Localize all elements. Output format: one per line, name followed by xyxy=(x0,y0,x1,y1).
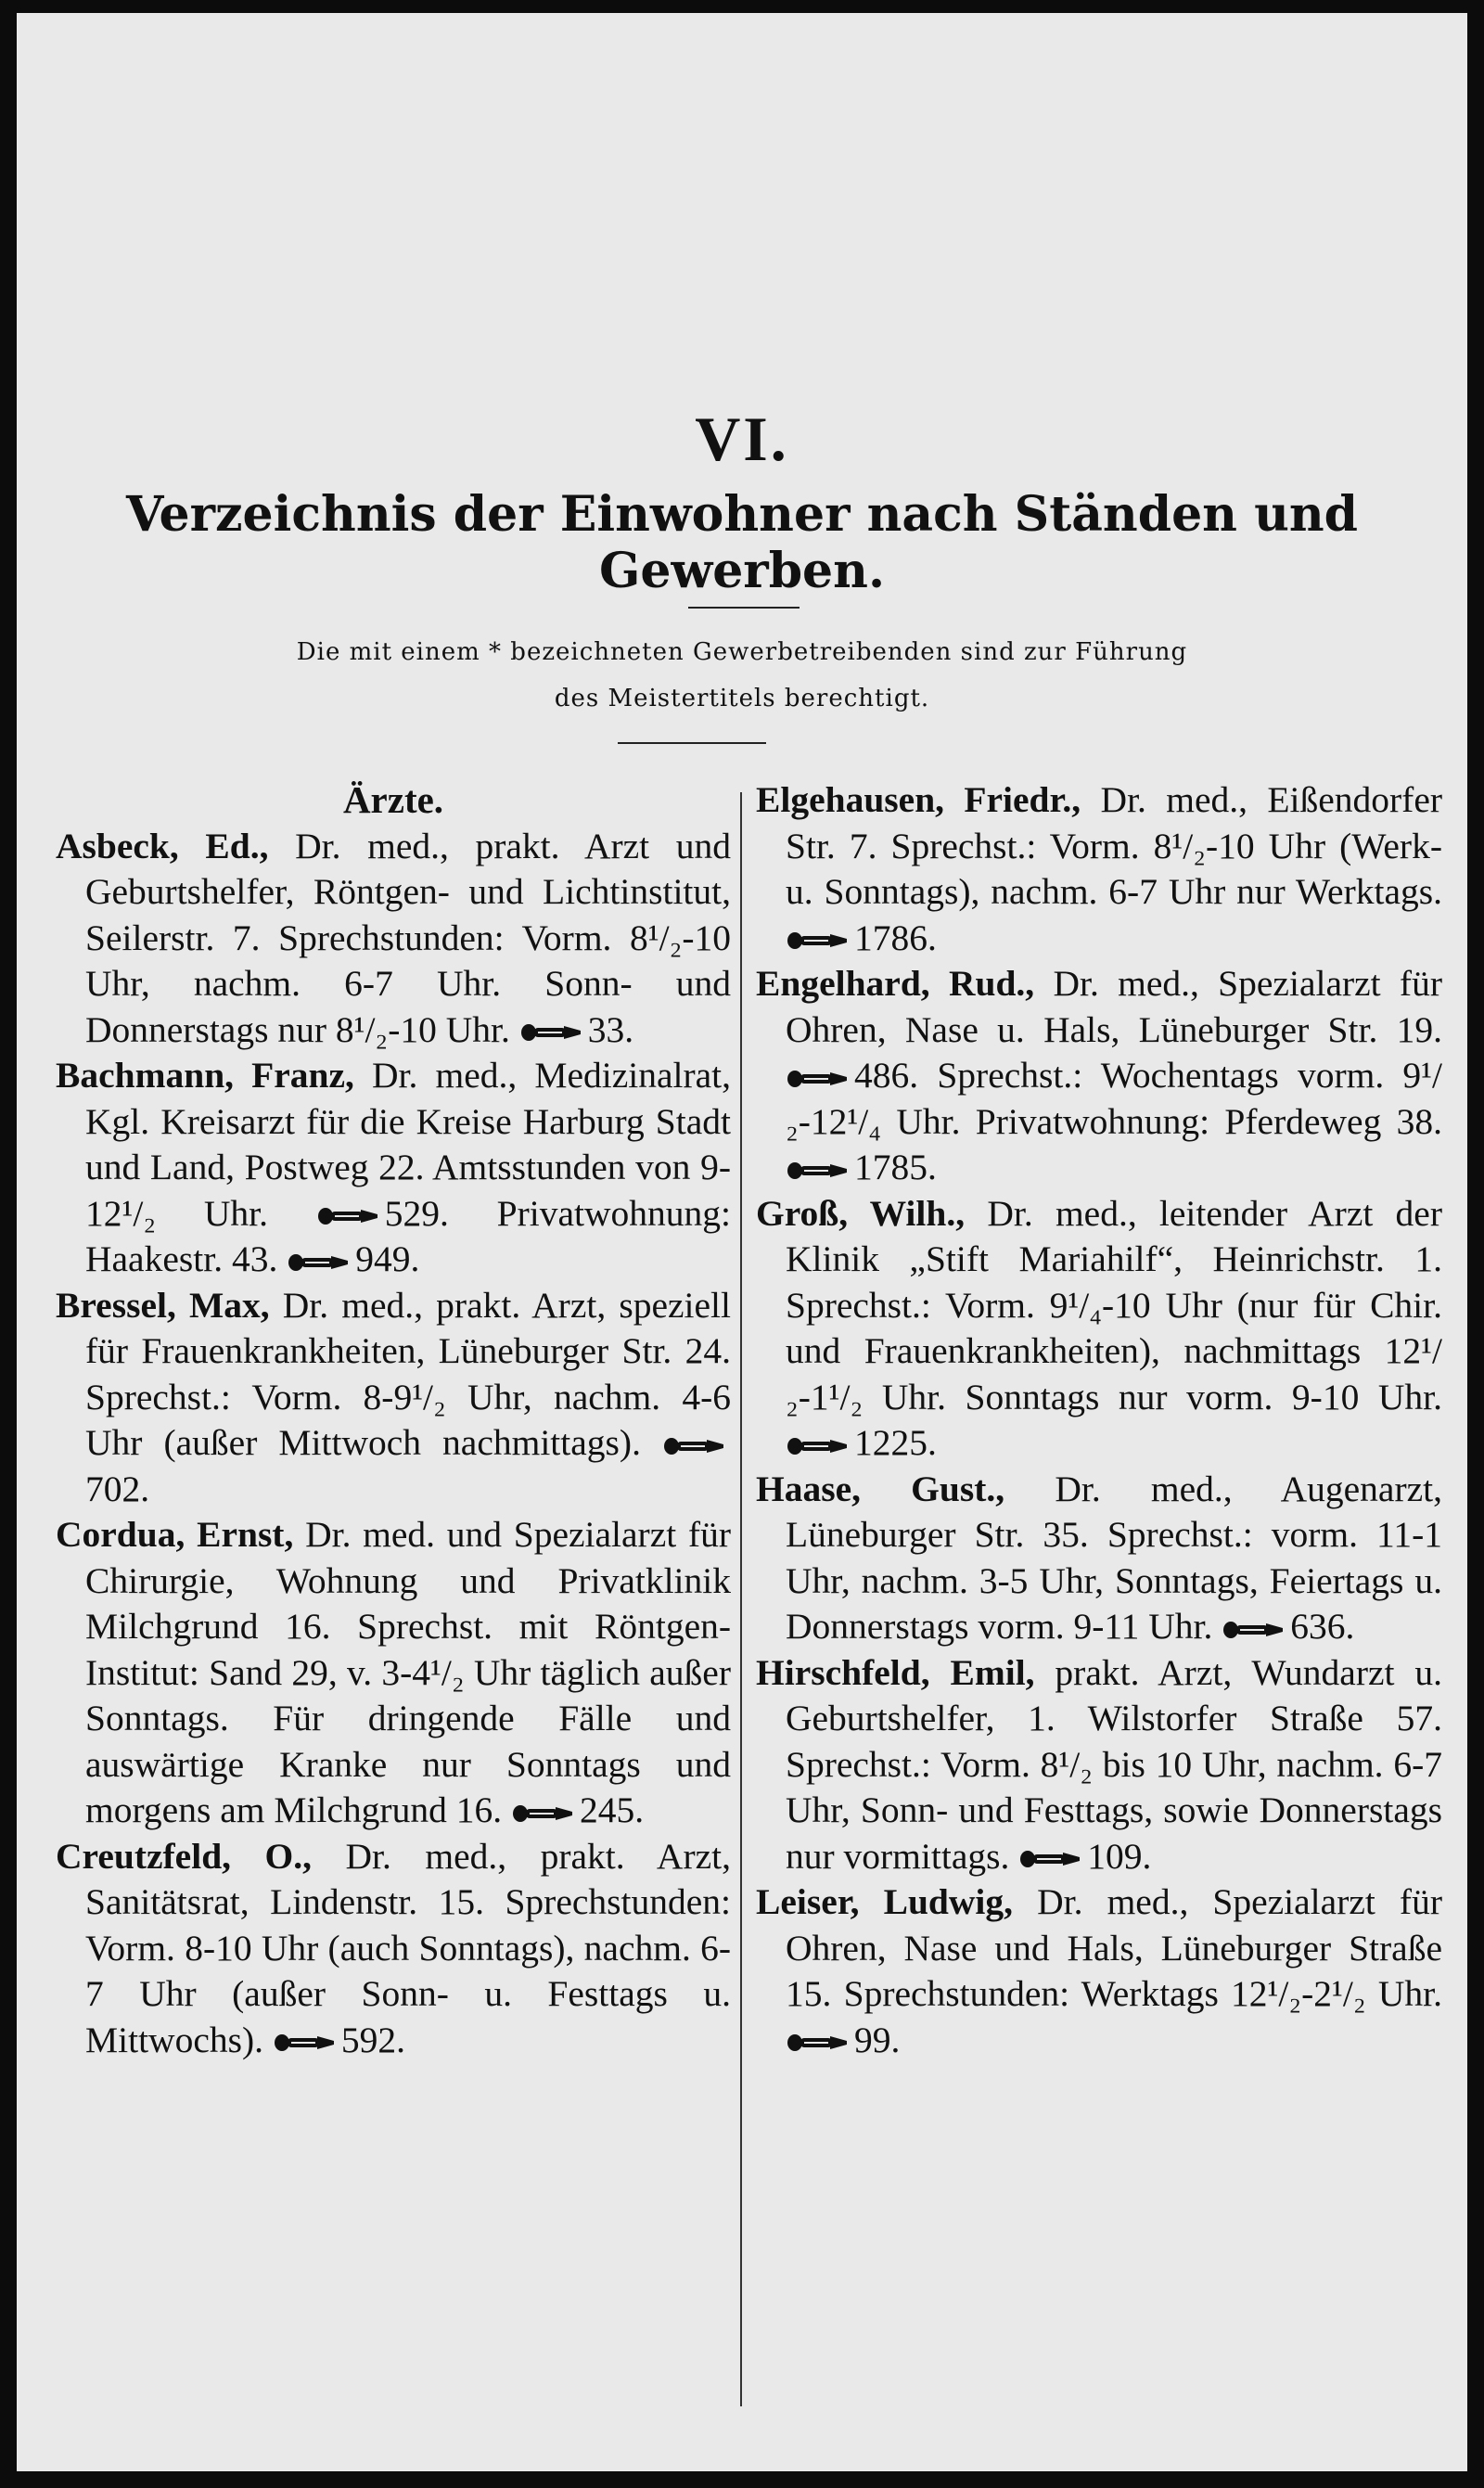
entry-text: Dr. med., prakt. Arzt, speziell für Frauenkrankheiten, Lüneburger Str. 24. Sprechst.: Vorm. 8-9¹/₂ Uhr, nachm. 4-6 Uhr (außer Mittwoch nachmittags). xyxy=(85,1284,731,1463)
entry-name: Hirschfeld, Emil, xyxy=(756,1651,1035,1693)
note-rule xyxy=(618,742,766,744)
entry-name: Groß, Wilh., xyxy=(756,1192,966,1234)
note-line-2: des Meistertitels berechtigt. xyxy=(554,685,930,712)
chapter-number: VI. xyxy=(695,404,789,474)
entry-text: Dr. med., prakt. Arzt, Sanitätsrat, Lindenstr. 15. Sprechstunden: Vorm. 8-10 Uhr (auch Sonntags), nachm. 6-7 Uhr (außer Sonn- u. Festtags u. Mittwochs). xyxy=(85,1835,731,2060)
entry-text: Dr. med., Spezialarzt für Ohren, Nase u. Hals, Lüneburger Str. 19. xyxy=(786,963,1442,1050)
phone-number: 245. xyxy=(579,1789,645,1830)
entry-name: Bressel, Max, xyxy=(56,1284,270,1326)
telephone-hand-icon xyxy=(519,1022,582,1043)
telephone-hand-icon xyxy=(786,930,849,951)
section-heading: Ärzte. xyxy=(342,778,444,821)
entry-text: Dr. med., prakt. Arzt und Geburtshelfer, Röntgen- und Lichtinstitut, Seilerstr. 7. Sprechstunden: Vorm. 8¹/₂-10 Uhr, nachm. 6-7 Uhr. Sonn- und Donnerstags nur 8¹/₂-10 Uhr. xyxy=(85,825,731,1050)
directory-entry xyxy=(756,777,1442,961)
telephone-hand-icon xyxy=(287,1252,350,1273)
entry-text: Dr. med. und Spezialarzt für Chirurgie, Wohnung und Privatklinik Milchgrund 16. Sprechst. mit Röntgen-Institut: Sand 29, v. 3-4¹/₂ Uhr täglich außer Sonntags. Für dringende Fälle und auswärtige Kranke nur Sonntags und morgens am Milchgrund 16. xyxy=(85,1514,731,1830)
right-column xyxy=(756,777,1442,2063)
directory-entry xyxy=(756,961,1442,1191)
column-divider xyxy=(740,792,742,2406)
right-entry-list xyxy=(756,777,1442,2063)
telephone-hand-icon xyxy=(786,1069,849,1089)
entry-name: Asbeck, Ed., xyxy=(56,825,269,866)
entry-name: Cordua, Ernst, xyxy=(56,1514,294,1555)
entry-name: Elgehausen, Friedr., xyxy=(756,779,1081,820)
directory-entry xyxy=(756,1191,1442,1467)
phone-number: 636. xyxy=(1290,1606,1355,1647)
entry-text: Dr. med., Spezialarzt für Ohren, Nase und Hals, Lüneburger Straße 15. Sprechstunden: Werktags 12¹/₂-2¹/₂ Uhr. xyxy=(786,1881,1442,2014)
directory-entry xyxy=(56,1053,731,1283)
entry-name: Haase, Gust., xyxy=(756,1468,1005,1509)
telephone-hand-icon xyxy=(1222,1620,1285,1640)
telephone-hand-icon xyxy=(786,1436,849,1456)
telephone-hand-icon xyxy=(786,2033,849,2053)
entry-name: Leiser, Ludwig, xyxy=(756,1881,1014,1922)
directory-entry xyxy=(56,1834,731,2064)
entry-text: Dr. med., Augenarzt, Lüneburger Str. 35. Sprechst.: vorm. 11-1 Uhr, nachm. 3-5 Uhr, Sonntags, Feiertags u. Donnerstags vorm. 9-11 Uhr. xyxy=(786,1468,1442,1647)
phone-number: 109. xyxy=(1087,1835,1152,1877)
directory-entry xyxy=(56,1512,731,1834)
title-rule xyxy=(688,607,800,609)
entry-name: Creutzfeld, O., xyxy=(56,1835,312,1877)
phone-number: 33. xyxy=(587,1008,634,1050)
phone-number: 1225. xyxy=(854,1422,937,1463)
telephone-hand-icon xyxy=(316,1206,379,1226)
phone-number-2: 949. xyxy=(355,1238,420,1279)
entry-text-2: Sprechst.: Wochentags vorm. 9¹/₂-12¹/₄ Uhr. Privatwohnung: Pferdeweg 38. xyxy=(786,1055,1442,1142)
chapter-title: Verzeichnis der Einwohner nach Ständen und Gewerben. xyxy=(125,486,1359,599)
telephone-hand-icon xyxy=(786,1161,849,1181)
left-entry-list xyxy=(56,824,731,2064)
telephone-hand-icon xyxy=(662,1436,725,1456)
phone-number: 702. xyxy=(85,1468,150,1509)
directory-entry xyxy=(56,1283,731,1513)
telephone-hand-icon xyxy=(511,1803,574,1824)
entry-text: Dr. med., Eißendorfer Str. 7. Sprechst.: Vorm. 8¹/₂-10 Uhr (Werk- u. Sonntags), nachm. 6-7 Uhr nur Werktags. xyxy=(786,779,1443,912)
telephone-hand-icon xyxy=(273,2033,336,2053)
entry-text: prakt. Arzt, Wundarzt u. Geburtshelfer, 1. Wilstorfer Straße 57. Sprechst.: Vorm. 8¹/₂ bis 10 Uhr, nachm. 6-7 Uhr, Sonn- und Festtags, sowie Donnerstags nur vormittags. xyxy=(786,1651,1442,1877)
entry-text-2: Privatwohnung: Haakestr. 43. xyxy=(85,1192,731,1279)
directory-entry xyxy=(756,1467,1442,1650)
phone-number: 529. xyxy=(384,1192,449,1234)
phone-number: 1786. xyxy=(854,917,937,958)
phone-number: 486. xyxy=(854,1055,919,1096)
left-column xyxy=(56,777,731,2063)
directory-entry xyxy=(756,1879,1442,2063)
note-line-1: Die mit einem * bezeichneten Gewerbetreibenden sind zur Führung xyxy=(296,638,1188,666)
entry-text: Dr. med., Medizinalrat, Kgl. Kreisarzt für die Kreise Harburg Stadt und Land, Postweg 22. Amtsstunden von 9-12¹/₂ Uhr. xyxy=(85,1055,732,1234)
book-page xyxy=(17,13,1467,2471)
directory-entry xyxy=(756,1650,1442,1880)
phone-number: 99. xyxy=(854,2019,901,2060)
phone-number-2: 1785. xyxy=(854,1147,937,1187)
directory-entry xyxy=(56,824,731,1054)
phone-number: 592. xyxy=(340,2019,406,2060)
entry-name: Bachmann, Franz, xyxy=(56,1055,354,1096)
entry-text: Dr. med., leitender Arzt der Klinik „Stift Mariahilf“, Heinrichstr. 1. Sprechst.: Vorm. 9¹/₄-10 Uhr (nur für Chir. und Frauenkrankheiten), nachmittags 12¹/₂-1¹/₂ Uhr. Sonntags nur vorm. 9-10 Uhr. xyxy=(786,1192,1442,1417)
telephone-hand-icon xyxy=(1018,1849,1081,1869)
entry-name: Engelhard, Rud., xyxy=(756,963,1035,1004)
